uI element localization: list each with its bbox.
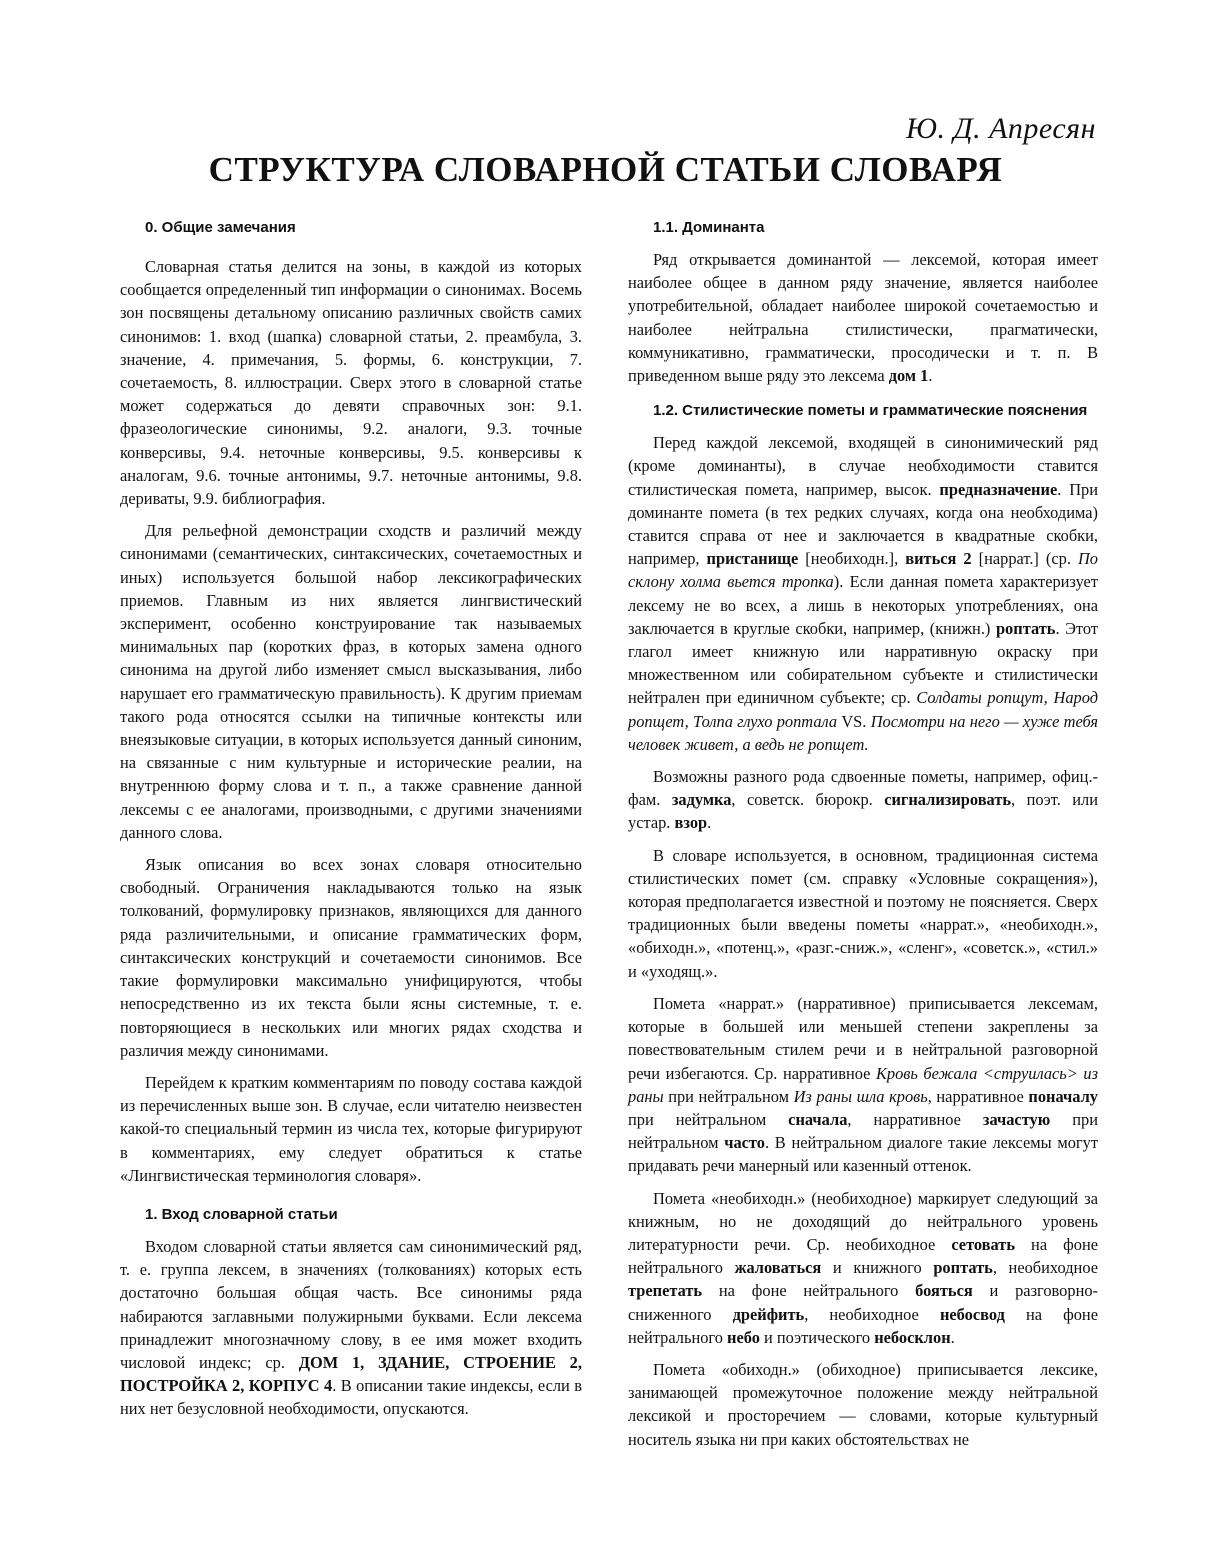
text-run: , советск. бюрокр. (731, 790, 885, 810)
headword-list: ДОМ 1, ЗДАНИЕ, СТРОЕНИЕ 2, ПОСТРОЙКА 2, КОРПУС 4 (120, 1352, 582, 1396)
headword: небо (727, 1327, 760, 1347)
author-name: Ю. Д. Апресян (906, 112, 1096, 145)
paragraph: В словаре используется, в основном, традиционная система стилистических помет (см. справку «Условные сокращения»), которая предполагается известной и поэтому не поясняется. Сверх традиционных были введены пометы «наррат.», «необиходн.», «обиходн.», «потенц.», «разг.-сниж.», «сленг», «советск.», «стил.» и «уходящ.». (628, 845, 1098, 981)
section-heading: 1.1. Доминанта (653, 219, 765, 236)
paragraph (628, 248, 1098, 387)
headword: виться 2 (905, 549, 972, 569)
headword: пристанище (706, 549, 799, 569)
text-run: . (928, 366, 933, 386)
text-run: . При доминанте помета (в тех редких случаях, когда она необходима) ставится справа от нее и заключается в квадратные скобки, например, (628, 479, 1099, 569)
example: Из раны шла кровь (793, 1086, 928, 1106)
text-run: , необиходное (804, 1304, 940, 1324)
headword: задумка (671, 790, 732, 810)
headword: предназначение (939, 479, 1058, 499)
example: Кровь бежала <струилась> из раны (628, 1063, 1098, 1106)
headword: дом 1 (888, 366, 929, 386)
example: Посмотри на него — хуже тебя человек живет, а ведь не ропщет. (628, 711, 1098, 754)
headword: поначалу (1028, 1086, 1098, 1106)
paragraph (628, 1187, 1098, 1349)
left-column (120, 218, 582, 1430)
paragraph: Для рельефной демонстрации сходств и различий между синонимами (семантических, синтаксических, сочетаемостных и иных) используется большой набор лексикографических приемов. Главным из них является лингвистический эксперимент, особенно конструирование так называемых минимальных пар (коротких фраз, в которых замена одного синонима на другой либо изменяет смысл высказывания, либо нарушает его грамматическую правильность). К другим приемам такого рода относятся ссылки на типичные контексты или внеязыковые ситуации, в которых используется данный синоним, на связанные с ним культурные и исторические реалии, на внутреннюю форму слова и т. п., а также сравнение данной лексемы с ее аналогами, производными, с другими значениями данного слова. (120, 521, 582, 842)
paragraph (628, 992, 1098, 1178)
headword: трепетать (628, 1281, 703, 1301)
section-heading: 1. Вход словарной статьи (145, 1205, 338, 1223)
paragraph (120, 1235, 582, 1421)
headword: жаловаться (734, 1258, 822, 1278)
text-run: при нейтральном (628, 1109, 1098, 1153)
headword: дрейфить (732, 1304, 805, 1324)
text-run: и книжного (821, 1258, 934, 1278)
text-run: Возможны разного рода сдвоенные пометы, например, офиц.-фам. (628, 767, 1098, 810)
text-run: . Этот глагол имеет книжную или нарративную окраску при множественном или собирательном субъекте и стилистически нейтрален при единичном субъекте; ср. (628, 618, 1098, 708)
paragraph: Перейдем к кратким комментариям по поводу состава каждой из перечисленных выше зон. В случае, если читателю неизвестен какой-то специальный термин из числа тех, которые фигурируют в комментариях, ему следует обратиться к статье «Лингвистическая терминология словаря». (120, 1072, 582, 1185)
text-run: , нарративное (927, 1086, 1029, 1106)
headword: роптать (995, 618, 1056, 638)
headword: роптать (933, 1258, 993, 1278)
headword: сетовать (951, 1234, 1016, 1254)
text-run: VS. (837, 711, 871, 731)
text-run: Перед каждой лексемой, входящей в синонимический ряд (кроме доминанты), в случае необходимости ставится стилистическая помета, например, высок. (628, 433, 1098, 499)
paragraph: Помета «обиходн.» (обиходное) приписывается лексике, занимающей промежуточное положение между нейтральной лексикой и просторечием — словами, которые культурный носитель языка ни при каких обстоятельствах не (628, 1359, 1098, 1449)
right-column (628, 218, 1098, 1460)
text-run: при нейтральном (663, 1086, 794, 1106)
text-run: . (707, 813, 712, 833)
paragraph (628, 431, 1098, 756)
paragraph: Язык описания во всех зонах словаря относительно свободный. Ограничения накладываются только на язык толкований, формулировку признаков, являющихся для данного ряда различительными, и описание грамматических форм, синтаксических конструкций и сочетаемости синонимов. Все такие формулировки максимально унифицируются, чтобы непосредственно из их текста были ясны системные, т. е. повторяющиеся в нескольких или многих рядах сходства и различия между синонимами. (120, 855, 582, 1060)
text-run: и поэтического (759, 1327, 875, 1347)
text-run: . В нейтральном диалоге такие лексемы могут придавать речи манерный или казенный оттенок. (628, 1133, 1099, 1176)
text-run: [необиходн.], (798, 549, 906, 569)
text-run: на фоне нейтрального (702, 1281, 916, 1301)
section-heading: 1.2. Стилистические пометы и грамматические пояснения (653, 402, 1088, 420)
text-run: при нейтральном (628, 1109, 789, 1129)
text-run: Ряд открывается доминантой — лексемой, которая имеет наиболее общее в данном ряду значение, является наиболее употребительной, обладает наиболее широкой сочетаемостью и наиболее нейтральна стилистически, прагматически, коммуникативно, грамматически, просодически и т. п. В приведенном выше ряду это лексема (628, 250, 1098, 386)
headword: сначала (788, 1109, 848, 1129)
text-run: , необиходное (992, 1258, 1098, 1278)
text-run: , поэт. или устар. (628, 790, 1098, 833)
headword: зачастую (982, 1109, 1051, 1129)
article-title: СТРУКТУРА СЛОВАРНОЙ СТАТЬИ СЛОВАРЯ (208, 150, 1003, 189)
text-run: на фоне нейтрального (628, 1304, 1098, 1347)
section-heading: 0. Общие замечания (145, 219, 296, 236)
headword: сигнализировать (884, 790, 1012, 810)
paragraph (628, 765, 1098, 835)
example: По склону холма вьется тропка (628, 549, 1098, 592)
paragraph: Словарная статья делится на зоны, в каждой из которых сообщается определенный тип информации о синонимах. Восемь зон посвящены детальному описанию различных свойств самих синонимов: 1. вход (шапка) словарной статьи, 2. преамбула, 3. значение, 4. примечания, 5. формы, 6. конструкции, 7. сочетаемость, 8. иллюстрации. Сверх этого в словарной статье может содержаться до девяти справочных зон: 9.1. фразеологические синонимы, 9.2. аналоги, 9.3. точные конверсивы, 9.4. неточные конверсивы, 9.5. конверсивы к аналогам, 9.6. точные антонимы, 9.7. неточные антонимы, 9.8. дериваты, 9.9. библиография. (120, 257, 582, 509)
text-run: и разговорно-сниженного (628, 1281, 1098, 1324)
text-run: . В описании такие индексы, если в них нет безусловной необходимости, опускаются. (120, 1376, 582, 1419)
example: Солдаты ропщут, Народ ропщет, Толпа глухо роптала (628, 688, 1098, 731)
text-run: [наррат.] (ср. (971, 549, 1078, 569)
text-run: Входом словарной статьи является сам синонимический ряд, т. е. группа лексем, в значениях (толкованиях) которых есть достаточно большая общая часть. Все синонимы ряда набираются заглавными полужирными буквами. Если лексема принадлежит многозначному слову, в ее имя может входить числовой индекс; ср. (120, 1236, 582, 1372)
headword: часто (724, 1133, 765, 1153)
text-run: , нарративное (847, 1109, 983, 1129)
headword: бояться (915, 1281, 973, 1301)
text-run: . (950, 1327, 955, 1347)
text-run: Помета «необиходн.» (необиходное) маркирует следующий за книжным, но не доходящий до нейтрального уровень литературности речи. Ср. необиходное (628, 1188, 1098, 1254)
headword: взор (674, 813, 708, 833)
text-run: Помета «наррат.» (нарративное) приписывается лексемам, которые в большей или меньшей степени закреплены за повествовательным стилем речи и в нейтральной разговорной речи избегаются. Ср. нарративное (628, 993, 1098, 1083)
headword: небосклон (874, 1327, 951, 1347)
text-run: ). Если данная помета характеризует лексему не во всех, а лишь в некоторых употреблениях, она заключается в круглые скобки, например, (книжн.) (628, 572, 1098, 638)
text-run: на фоне нейтрального (628, 1234, 1098, 1278)
headword: небосвод (939, 1304, 1005, 1324)
